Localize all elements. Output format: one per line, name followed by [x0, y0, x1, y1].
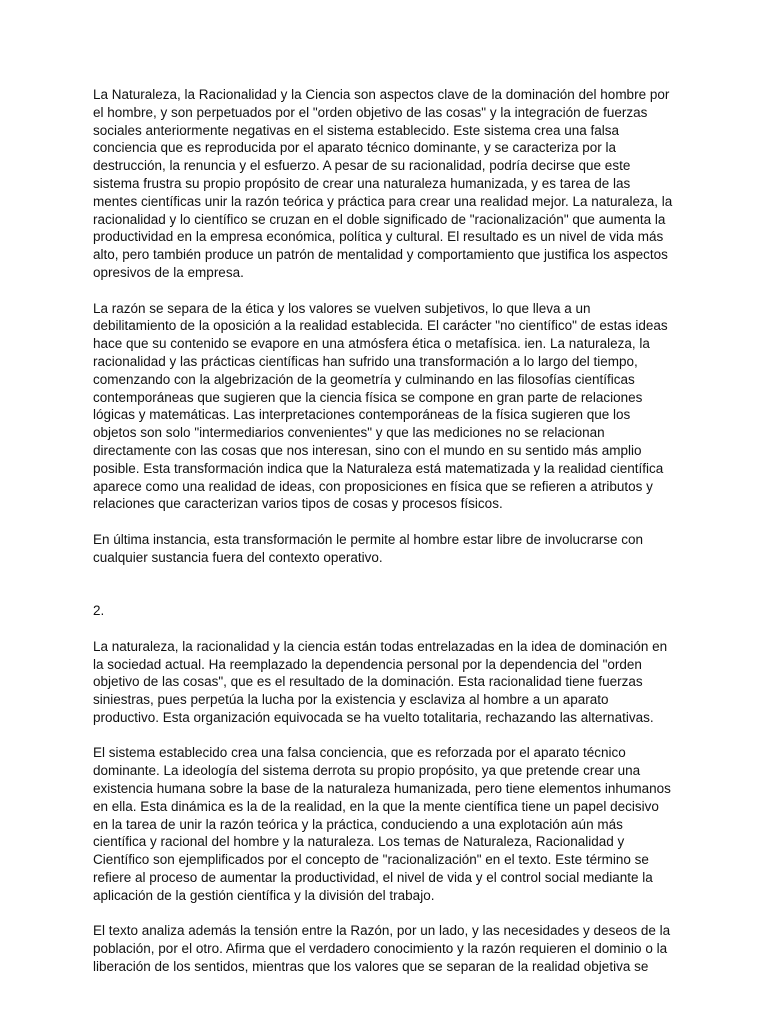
section-number: 2.: [93, 603, 105, 619]
paragraph-6: El texto analiza además la tensión entre la Razón, por un lado, y las necesidades y deseos de la población, por el otro. Afirma que el verdadero conocimiento y la razón requieren el dominio o la liberación de los sentidos, mientras que los valores que se separan de la realidad objetiva se: [93, 923, 671, 975]
document-page: [93, 86, 683, 994]
paragraph-spacer: [93, 584, 683, 602]
paragraph-1: La Naturaleza, la Racionalidad y la Ciencia son aspectos clave de la dominación del hombre por el hombre, y son perpetuados por el "orden objetivo de las cosas" y la integración de fuerzas sociales anteriormente negativas en el sistema establecido. Este sistema crea una falsa conciencia que es reproducida por el aparato técnico dominante, y se caracteriza por la destrucción, la renuncia y el esfuerzo. A pesar de su racionalidad, podría decirse que este sistema frustra su propio propósito de crear una naturaleza humanizada, y es tarea de las mentes científicas unir la razón teórica y práctica para crear una realidad mejor. La naturaleza, la racionalidad y lo científico se cruzan en el doble significado de "racionalización" que aumenta la productividad en la empresa económica, política y cultural. El resultado es un nivel de vida más alto, pero también produce un patrón de mentalidad y comportamiento que justifica los aspectos opresivos de la empresa.: [93, 87, 673, 280]
paragraph-2: La razón se separa de la ética y los valores se vuelven subjetivos, lo que lleva a un debilitamiento de la oposición a la realidad establecida. El carácter "no científico" de estas ideas hace que su contenido se evapore en una atmósfera ética o metafísica. ien. La naturaleza, la racionalidad y las prácticas científicas han sufrido una transformación a lo largo del tiempo, comenzando con la algebrización de la geometría y culminando en las filosofías científicas contemporáneas que sugieren que la ciencia física se compone en gran parte de relaciones lógicas y matemáticas. Las interpretaciones contemporáneas de la física sugieren que los objetos son solo "intermediarios convenientes" y que las mediciones no se relacionan directamente con las cosas que nos interesan, sino con el mundo en su sentido más amplio posible. Esta transformación indica que la Naturaleza está matematizada y la realidad científica aparece como una realidad de ideas, con proposiciones en física que se refieren a atributos y relaciones que caracterizan varios tipos de cosas y procesos físicos.: [93, 300, 668, 512]
paragraph-4: La naturaleza, la racionalidad y la ciencia están todas entrelazadas en la idea de dominación en la sociedad actual. Ha reemplazado la dependencia personal por la dependencia del "orden objetivo de las cosas", que es el resultado de la dominación. Esta racionalidad tiene fuerzas siniestras, pues perpetúa la lucha por la existencia y esclaviza al hombre a un aparato productivo. Esta organización equivocada se ha vuelto totalitaria, rechazando las alternativas.: [93, 638, 668, 725]
paragraph-5: El sistema establecido crea una falsa conciencia, que es reforzada por el aparato técnico dominante. La ideología del sistema derrota su propio propósito, ya que pretende crear una existencia humana sobre la base de la naturaleza humanizada, pero tiene elementos inhumanos en ella. Esta dinámica es la de la realidad, en la que la mente científica tiene un papel decisivo en la tarea de unir la razón teórica y la práctica, conduciendo a una explotación aún más científica y racional del hombre y la naturaleza. Los temas de Naturaleza, Racionalidad y Científico son ejemplificados por el concepto de "racionalización" en el texto. Este término se refiere al proceso de aumentar la productividad, el nivel de vida y el control social mediante la aplicación de la gestión científica y la división del trabajo.: [93, 745, 671, 903]
paragraph-3: En última instancia, esta transformación le permite al hombre estar libre de involucrarse con cualquier sustancia fuera del contexto operativo.: [93, 531, 644, 565]
